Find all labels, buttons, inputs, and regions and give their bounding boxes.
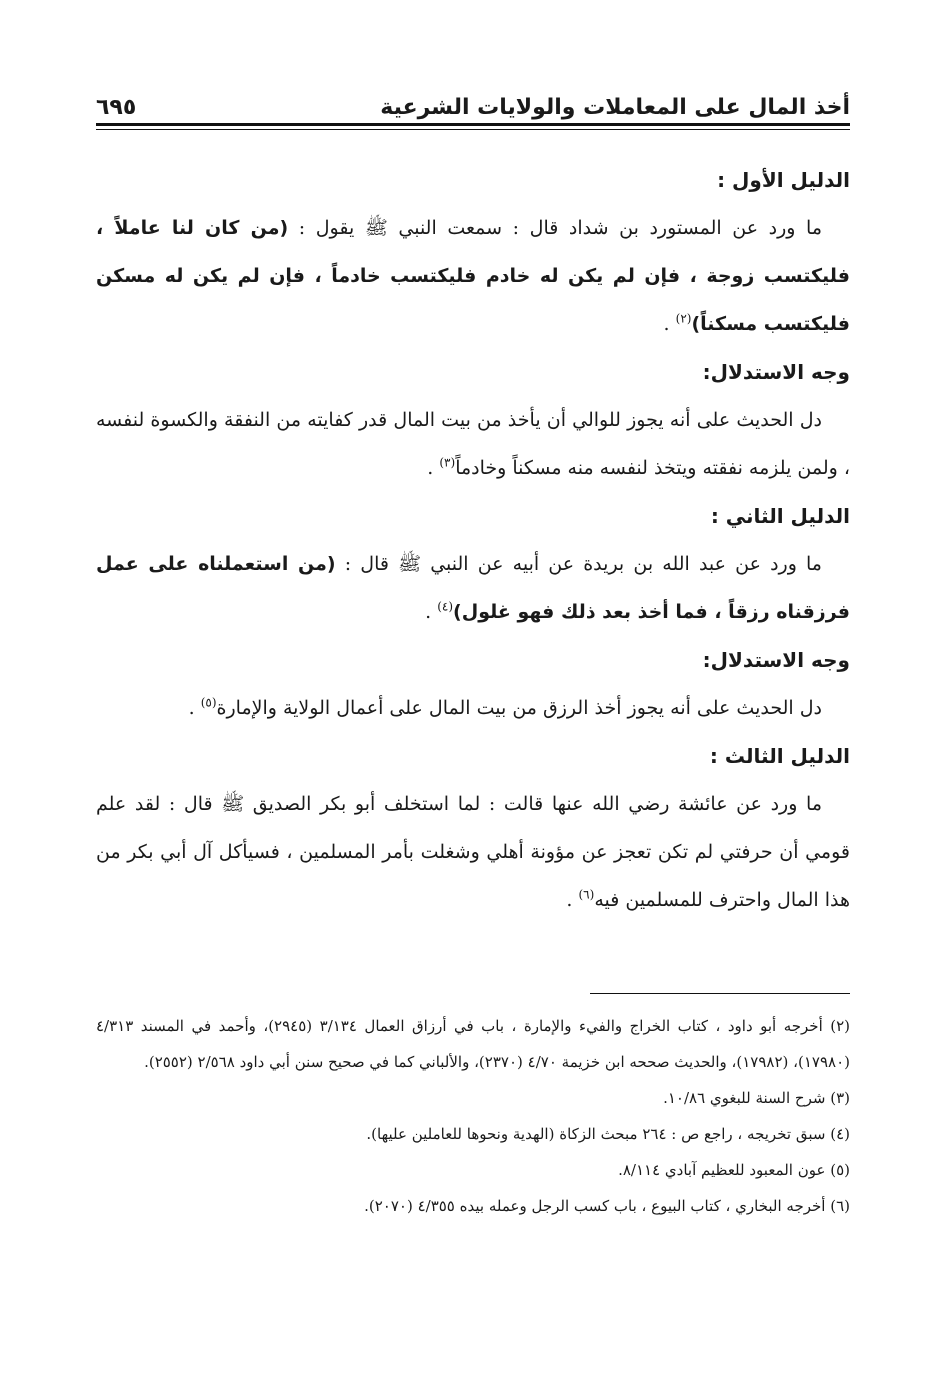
footnote-ref: (٢) bbox=[675, 311, 692, 326]
text: ما ورد عن عبد الله بن بريدة عن أبيه عن النبي ﷺ قال : bbox=[335, 553, 822, 575]
heading-inference-2: وجه الاستدلال: bbox=[702, 648, 850, 672]
paragraph-inference-2: دل الحديث على أنه يجوز أخذ الرزق من بيت المال على أعمال الولاية والإمارة$^{(٥)}$ . bbox=[188, 695, 822, 719]
footnote-3: (٣) شرح السنة للبغوي ١٠/٨٦. bbox=[663, 1089, 850, 1107]
text: ما ورد عن عائشة رضي الله عنها قالت : لما استخلف أبو بكر الصديق ﷺ قال : لقد علم قومي أن حرفتي لم تكن تعجز عن مؤونة أهلي وشغلت بأمر المسلمين ، فسيأكل آل أبي بكر من هذا المال واحترف للمسلمين فيه bbox=[96, 793, 850, 911]
paragraph-first-evidence: ما ورد عن المستورد بن شداد قال : سمعت النبي ﷺ يقول : (من كان لنا عاملاً ، فليكتسب زوجة ، فإن لم يكن له خادم فليكتسب خادماً ، فإن لم يكن له مسكن فليكتسب مسكناً)$^{(٢)}$ . bbox=[96, 217, 850, 335]
hadith-text: (من استعملناه على عمل فرزقناه رزقاً ، فما أخذ بعد ذلك فهو غلول) bbox=[96, 553, 850, 623]
heading-second-evidence: الدليل الثاني : bbox=[710, 504, 850, 528]
footnote-ref: (٥) bbox=[200, 695, 217, 710]
header-rule-thick bbox=[96, 123, 850, 126]
footnote-5: (٥) عون المعبود للعظيم آبادي ٨/١١٤. bbox=[618, 1161, 850, 1179]
footnote-4: (٤) سبق تخريجه ، راجع ص : ٢٦٤ مبحث الزكاة (الهدية ونحوها للعاملين عليها). bbox=[366, 1125, 850, 1143]
heading-inference-1: وجه الاستدلال: bbox=[702, 360, 850, 384]
paragraph-inference-1: دل الحديث على أنه يجوز للوالي أن يأخذ من بيت المال قدر كفايته من النفقة والكسوة لنفسه ، ولمن يلزمه نفقته ويتخذ لنفسه منه مسكناً وخادماً$^{(٣)}$ . bbox=[96, 409, 850, 479]
heading-first-evidence: الدليل الأول : bbox=[717, 168, 850, 192]
hadith-text: (من كان لنا عاملاً ، فليكتسب زوجة ، فإن لم يكن له خادم فليكتسب خادماً ، فإن لم يكن له مسكن فليكتسب مسكناً) bbox=[96, 217, 850, 335]
header-rule-thin bbox=[96, 129, 850, 130]
paragraph-second-evidence: ما ورد عن عبد الله بن بريدة عن أبيه عن النبي ﷺ قال : (من استعملناه على عمل فرزقناه رزقاً ، فما أخذ بعد ذلك فهو غلول)$^{(٤)}$ . bbox=[96, 553, 850, 623]
text: ما ورد عن المستورد بن شداد قال : سمعت النبي ﷺ يقول : bbox=[288, 217, 823, 239]
paragraph-third-evidence: ما ورد عن عائشة رضي الله عنها قالت : لما استخلف أبو بكر الصديق ﷺ قال : لقد علم قومي أن حرفتي لم تكن تعجز عن مؤونة أهلي وشغلت بأمر المسلمين ، فسيأكل آل أبي بكر من هذا المال واحترف للمسلمين فيه$^{(٦)}$ . bbox=[96, 793, 850, 911]
page-number: ٦٩٥ bbox=[96, 95, 137, 120]
footnote-ref: (٣) bbox=[439, 455, 456, 470]
page-header bbox=[96, 82, 850, 120]
heading-third-evidence: الدليل الثالث : bbox=[709, 744, 850, 768]
footnotes bbox=[96, 1008, 850, 1224]
footnote-6: (٦) أخرجه البخاري ، كتاب البيوع ، باب كسب الرجل وعمله بيده ٤/٣٥٥ (٢٠٧٠). bbox=[364, 1197, 850, 1215]
footnote-ref: (٦) bbox=[578, 887, 595, 902]
text: دل الحديث على أنه يجوز أخذ الرزق من بيت المال على أعمال الولاية والإمارة bbox=[216, 697, 822, 719]
running-title: أخذ المال على المعاملات والولايات الشرعية bbox=[380, 95, 850, 120]
footnote-2: (٢) أخرجه أبو داود ، كتاب الخراج والفيء والإمارة ، باب في أرزاق العمال ٣/١٣٤ (٢٩٤٥)، وأحمد في المسند ٤/٣١٣ (١٧٩٨٠)، (١٧٩٨٢)، والحديث صححه ابن خزيمة ٤/٧٠ (٢٣٧٠)، والألباني كما في صحيح سنن أبي داود ٢/٥٦٨ (٢٥٥٢). bbox=[96, 1017, 851, 1071]
text: دل الحديث على أنه يجوز للوالي أن يأخذ من بيت المال قدر كفايته من النفقة والكسوة لنفسه ، ولمن يلزمه نفقته ويتخذ لنفسه منه مسكناً وخادماً bbox=[96, 409, 850, 479]
footnote-ref: (٤) bbox=[437, 599, 454, 614]
footnote-separator bbox=[590, 993, 850, 994]
main-text bbox=[96, 156, 850, 924]
